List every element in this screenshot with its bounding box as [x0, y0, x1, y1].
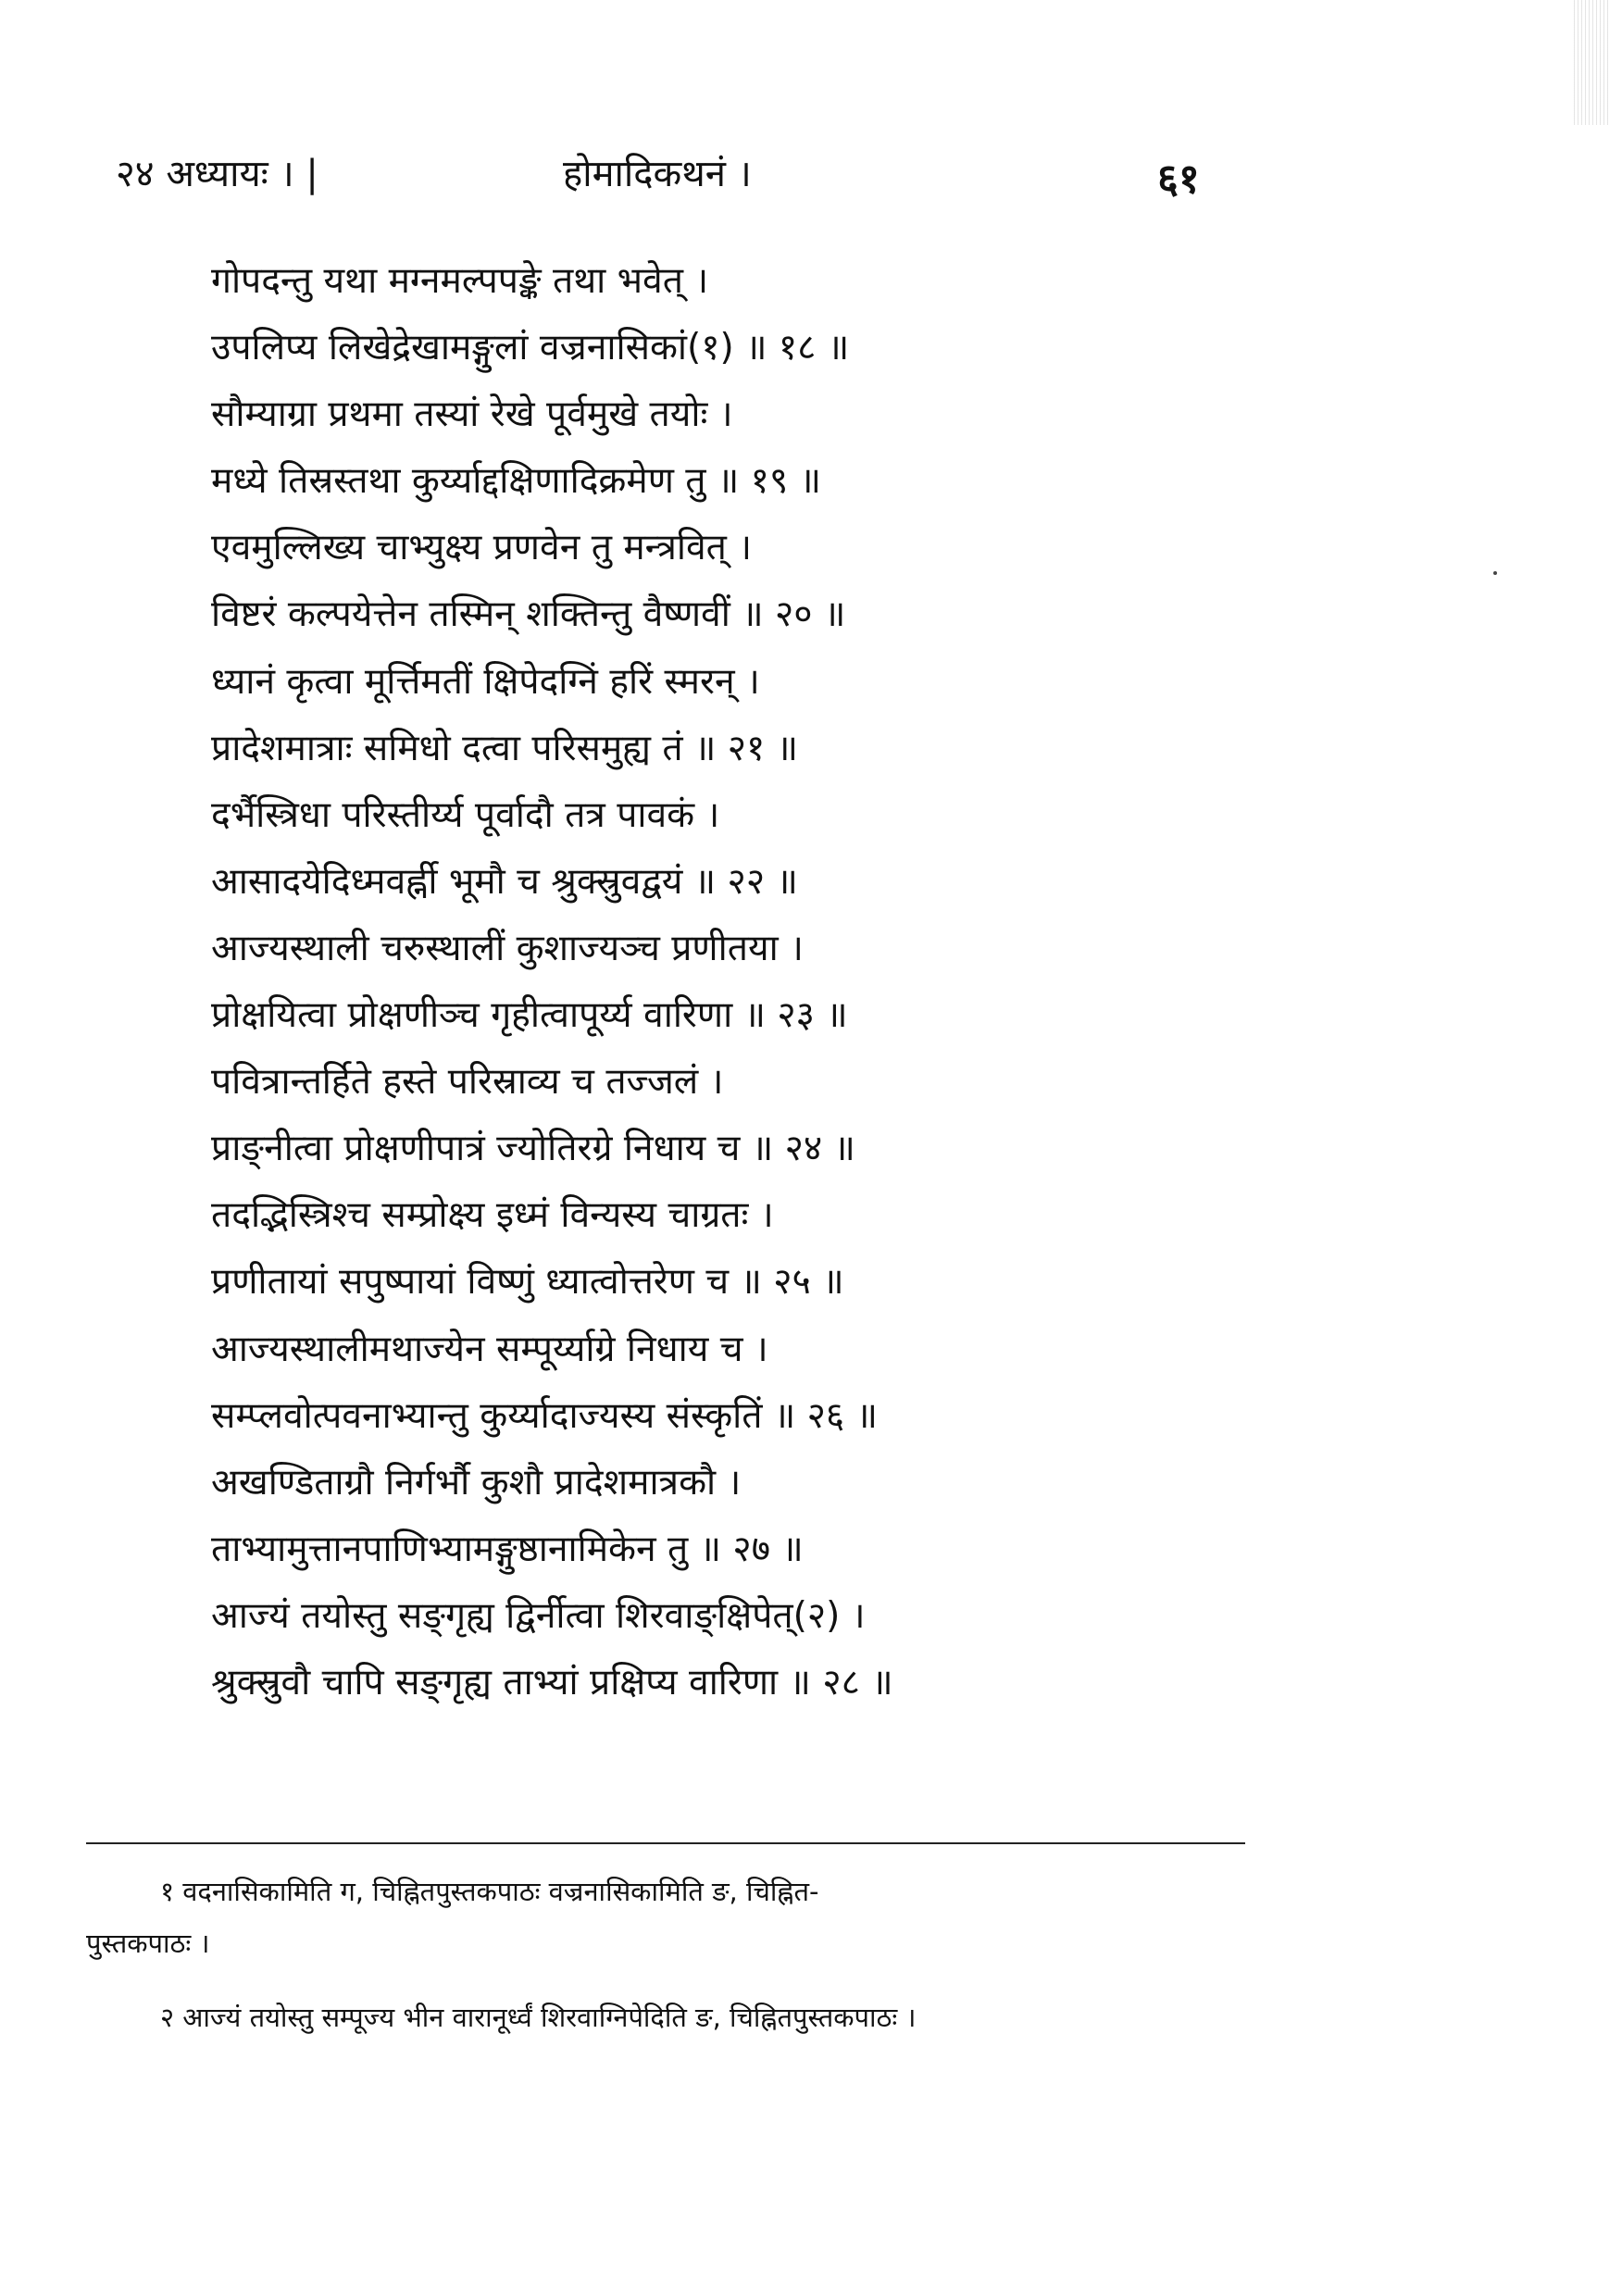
verse-line: ताभ्यामुत्तानपाणिभ्यामङ्गुष्ठानामिकेन तु ॥ २७ ॥	[211, 1528, 804, 1570]
verse-line: दर्भैस्त्रिधा परिस्तीर्य्य पूर्वादौ तत्र पावकं ।	[211, 793, 720, 836]
verse-line: ध्यानं कृत्वा मूर्त्तिमतीं क्षिपेदग्निं हरिं स्मरन् ।	[211, 660, 760, 703]
verse-line: एवमुल्लिख्य चाभ्युक्ष्य प्रणवेन तु मन्त्रवित् ।	[211, 527, 753, 569]
footnote-divider	[86, 1842, 1245, 1844]
verse-line: गोपदन्तु यथा मग्नमल्पपङ्के तथा भवेत् ।	[211, 260, 709, 302]
verse-line: आज्यस्थाली चरुस्थालीं कुशाज्यञ्च प्रणीतया ।	[211, 927, 804, 969]
scan-speck	[1493, 571, 1497, 575]
verse-block	[211, 248, 1433, 1716]
verse-line: पवित्रान्तर्हिते हस्ते परिस्राव्य च तज्जलं ।	[211, 1061, 724, 1104]
page-number: ६१	[1157, 156, 1200, 203]
verse-line: प्रादेशमात्राः समिधो दत्वा परिसमुह्य तं ॥ २१ ॥	[211, 727, 799, 769]
footnotes	[86, 1866, 1253, 2043]
section-title: होमादिकथनं ।	[563, 153, 752, 195]
chapter-label: २४ अध्यायः । |	[116, 153, 318, 195]
verse-line: विष्टरं कल्पयेत्तेन तस्मिन् शक्तिन्तु वैष्णवीं ॥ २० ॥	[211, 593, 846, 636]
verse-line: आसादयेदिध्मवर्ह्नी भूमौ च श्रुक्स्रुवद्वयं ॥ २२ ॥	[211, 860, 798, 903]
verse-line: आज्यं तयोस्तु सङ्गृह्य द्विर्नीत्वा शिरवाङ्क्षिपेत्(२) ।	[211, 1594, 866, 1637]
verse-line: आज्यस्थालीमथाज्येन सम्पूर्य्याग्रे निधाय च ।	[211, 1328, 768, 1370]
footnote-2: २ आज्यं तयोस्तु सम्पूज्य भीन वारानूर्ध्वं शिरवाग्निपेदिति ङ, चिह्नितपुस्तकपाठः ।	[160, 2002, 917, 2033]
verse-line: मध्ये तिस्रस्तथा कुर्य्याद्दक्षिणादिक्रमेण तु ॥ १९ ॥	[211, 460, 821, 503]
verse-line: उपलिप्य लिखेद्रेखामङ्गुलां वज्रनासिकां(१) ॥ १८ ॥	[211, 327, 850, 369]
footnote-1-line-2: पुस्तकपाठः ।	[86, 1928, 210, 1959]
verse-line: प्रणीतायां सपुष्पायां विष्णुं ध्यात्वोत्तरेण च ॥ २५ ॥	[211, 1261, 844, 1304]
verse-line: प्राङ्नीत्वा प्रोक्षणीपात्रं ज्योतिरग्रे निधाय च ॥ २४ ॥	[211, 1128, 855, 1170]
verse-line: सम्प्लवोत्पवनाभ्यान्तु कुर्य्यादाज्यस्य संस्कृतिं ॥ २६ ॥	[211, 1394, 878, 1437]
scan-edge-artifact	[1574, 0, 1609, 125]
verse-line: तदद्भिस्त्रिश्च सम्प्रोक्ष्य इध्मं विन्यस्य चाग्रतः ।	[211, 1194, 774, 1237]
running-header	[0, 148, 1622, 204]
verse-line: प्रोक्षयित्वा प्रोक्षणीञ्च गृहीत्वापूर्य्य वारिणा ॥ २३ ॥	[211, 994, 848, 1037]
footnote-1-line-1: १ वदनासिकामिति ग, चिह्नितपुस्तकपाठः वज्रनासिकामिति ङ, चिह्नित-	[160, 1876, 819, 1907]
verse-line: सौम्याग्रा प्रथमा तस्यां रेखे पूर्वमुखे तयोः ।	[211, 393, 733, 436]
verse-line: अखण्डिताग्रौ निर्गर्भौ कुशौ प्रादेशमात्रकौ ।	[211, 1461, 742, 1504]
verse-line: श्रुक्स्रुवौ चापि सङ्गृह्य ताभ्यां प्रक्षिप्य वारिणा ॥ २८ ॥	[211, 1661, 893, 1703]
